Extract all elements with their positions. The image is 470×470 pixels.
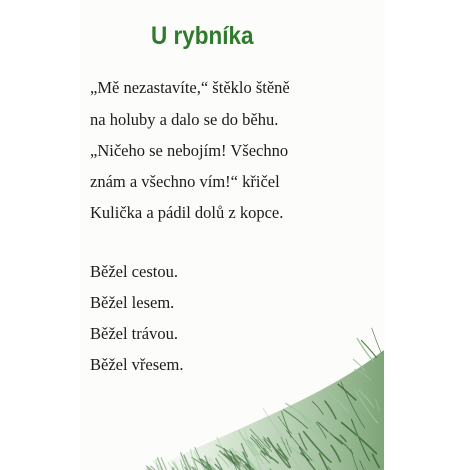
text-line: znám a všechno vím!“ křičel: [90, 172, 280, 191]
text-line: „Ničeho se nebojím! Všechno: [90, 141, 289, 160]
text-line: Kulička a pádil dolů z kopce.: [90, 203, 284, 222]
page-title: U rybníka: [151, 22, 254, 50]
text-line: Běžel trávou.: [90, 324, 178, 343]
text-line: „Mě nezastavíte,“ štěklo štěně: [90, 78, 290, 97]
grass-blade: [372, 328, 382, 353]
text-line: na holuby a dalo se do běhu.: [90, 110, 279, 129]
text-line: Běžel lesem.: [90, 293, 175, 312]
text-line: Běžel cestou.: [90, 262, 178, 281]
text-line: Běžel vřesem.: [90, 355, 184, 374]
